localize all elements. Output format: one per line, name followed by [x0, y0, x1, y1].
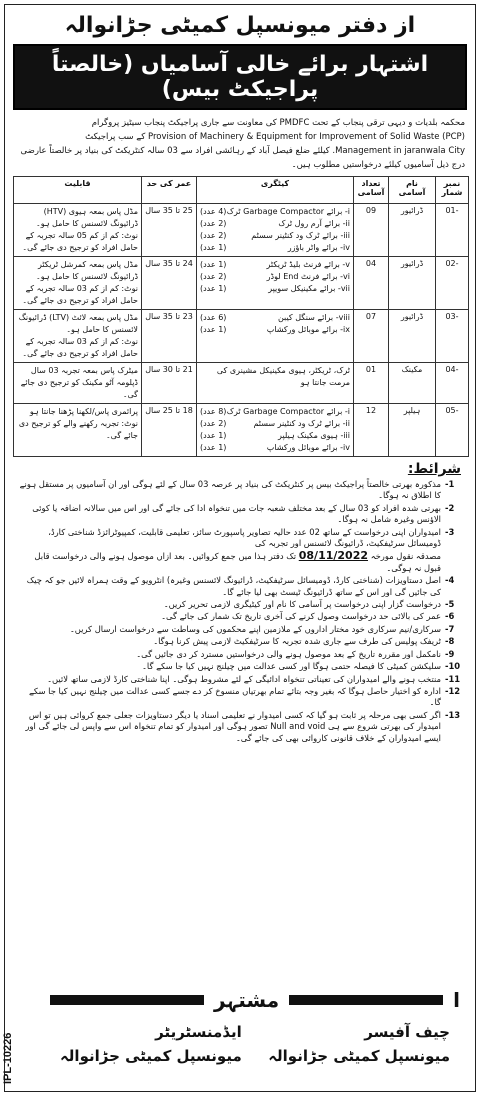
vacancies-table	[13, 176, 469, 457]
signatory-administrator	[60, 1020, 242, 1068]
cell-post: ڈرائیور	[389, 257, 436, 310]
condition-text	[15, 674, 441, 685]
condition-text-main: سلیکشن کمیٹی کا فیصلہ حتمی ہوگا اور کسی عدالت میں چیلنج نہیں کیا جا سکے گا۔	[142, 661, 441, 672]
condition-text-main: مصدقہ نقول مورخہ	[370, 551, 441, 562]
category-text: vi- برائے فرنٹ End لوڈر	[266, 272, 350, 281]
qualification-line: نوٹ: کم از کم 05 سالہ تجربہ کے حامل افراد کو ترجیح دی جائے گی۔	[22, 231, 138, 252]
cell-age: 23 تا 35 سال	[142, 310, 197, 363]
condition-text-main: مذکورہ بھرتی خالصتاً پراجیکٹ بیس پر کنٹریکٹ کی بنیاد پر عرصہ 03 سال کے لئے ہوگی اور ان آسامیوں پر مستقل ہونے کا اطلاق نہ ہوگا۔	[19, 479, 441, 501]
cell-category	[197, 204, 354, 257]
cell-category	[197, 404, 354, 457]
condition-item	[15, 479, 465, 502]
condition-text	[15, 599, 441, 610]
condition-number: -12	[445, 685, 461, 696]
category-count: (8 عدد)	[200, 407, 227, 416]
header-qualification: قابلیت	[14, 177, 142, 204]
table-row	[14, 257, 469, 310]
condition-item	[15, 611, 465, 622]
cell-post: ڈرائیور	[389, 310, 436, 363]
cell-qualification	[14, 310, 142, 363]
category-text: vii- برائے مکینیکل سویپر	[268, 284, 350, 293]
cell-age: 24 تا 35 سال	[142, 257, 197, 310]
signatory-right-org: میونسپل کمیٹی جڑانوالہ	[268, 1047, 450, 1065]
category-text: i- برائے Garbage Compactor ٹرک	[226, 407, 350, 416]
condition-number: -7	[445, 623, 455, 634]
category-text: ii- برائے ٹرک ود کنٹینر سسٹم	[253, 419, 350, 428]
category-line	[200, 242, 350, 254]
intro-text	[15, 116, 465, 172]
category-count: (1 عدد)	[200, 243, 227, 252]
condition-number: -11	[445, 673, 461, 684]
signatory-left-org: میونسپل کمیٹی جڑانوالہ	[60, 1047, 242, 1065]
category-text: ii- برائے آرم رول ٹرک	[278, 219, 350, 228]
category-line	[200, 365, 350, 389]
advertiser-bar	[289, 995, 443, 1005]
cell-qualification	[14, 363, 142, 404]
condition-text	[15, 479, 441, 502]
condition-item	[15, 527, 465, 550]
condition-item	[15, 503, 465, 526]
condition-number: -10	[445, 661, 461, 672]
condition-text-main: ادارہ کو اختیار حاصل ہوگا کہ بغیر وجہ بتائے تمام بھرتیاں منسوخ کر دے جسے کسی عدالت میں چیلنج نہیں کیا جا سکے گا۔	[28, 685, 441, 708]
category-text: i- برائے Garbage Compactor ٹرک	[226, 207, 350, 216]
ipl-code: IPL-10226	[2, 1032, 14, 1084]
header-category: کیٹگری	[197, 177, 354, 204]
condition-text	[15, 649, 441, 660]
condition-text-main: منتخب ہونے والے امیدواران کی تعیناتی تنخواہ ادائیگی کے لئے مشروط ہوگی۔ اپنا شناختی کارڈ لازمی ساتھ لائیں۔	[47, 673, 441, 684]
cell-sr: -03	[436, 310, 469, 363]
qualification-line: میٹرک پاس بمعہ تجربہ 03 سال	[30, 366, 138, 375]
condition-number: -3	[445, 526, 455, 537]
cell-post: ڈرائیور	[389, 204, 436, 257]
table-row	[14, 204, 469, 257]
category-line	[200, 206, 350, 218]
signatory-left-title: ایڈمنسٹریٹر	[155, 1023, 242, 1041]
qualification-line: مڈل پاس بمعہ لائٹ (LTV) ڈرائیونگ لائسنس کا حامل ہو۔	[18, 313, 138, 334]
cell-sr: -05	[436, 404, 469, 457]
category-count: (2 عدد)	[200, 219, 227, 228]
job-banner: اشتہار برائے خالی آسامیاں (خالصتاً پراجیکٹ بیس)	[13, 44, 467, 110]
condition-item	[15, 624, 465, 635]
cell-sr: -02	[436, 257, 469, 310]
cell-post: مکینک	[389, 363, 436, 404]
condition-text	[15, 550, 441, 574]
category-line	[200, 271, 350, 283]
category-text: viii- برائے سنگل کیبن	[277, 313, 350, 322]
cell-age: 25 تا 35 سال	[142, 204, 197, 257]
condition-number: -2	[445, 502, 455, 513]
table-body	[14, 204, 469, 457]
condition-item	[15, 575, 465, 598]
cell-category	[197, 257, 354, 310]
signatory-chief-officer	[268, 1020, 450, 1068]
condition-text	[15, 527, 441, 550]
condition-number: -13	[445, 709, 461, 720]
category-line	[200, 259, 350, 271]
office-title: از دفتر میونسپل کمیٹی جڑانوالہ	[64, 13, 416, 38]
cell-category	[197, 310, 354, 363]
category-line	[200, 312, 350, 324]
category-text: iv- برائے واٹر باؤزر	[287, 243, 350, 252]
category-line	[200, 418, 350, 430]
cell-sr: -04	[436, 363, 469, 404]
category-text: ix- برائے موبائل ورکشاپ	[266, 325, 350, 334]
cell-qualification	[14, 257, 142, 310]
condition-item	[15, 661, 465, 672]
condition-number	[445, 550, 465, 574]
condition-number: -6	[445, 611, 455, 622]
cell-qualification	[14, 204, 142, 257]
intro-line-2: Provision of Machinery & Equipment for Improvement of Solid Waste (PCP) کے سب پراجیکٹ	[85, 132, 465, 142]
qualification-line: پرائمری پاس/لکھنا پڑھنا جانتا ہو	[29, 407, 138, 416]
condition-item	[15, 599, 465, 610]
cell-count: 04	[354, 257, 389, 310]
condition-text-main: اگر کسی بھی مرحلہ پر ثابت ہو گیا کہ کسی امیدوار نے تعلیمی اسناد یا دیگر دستاویزات جعلی جمع کروائی ہیں تو اس امیدوار کی بھرتی شروع سے ہی Null and void تصور ہوگی اور امیدوار کو تمام تنخواہ اس سے واپس لی جائے گی اور ایسے امیدواران کے خلاف قانونی کاروائی بھی کی جائے گی۔	[25, 709, 441, 743]
qualification-line: نوٹ: کم از کم 03 سالہ تجربہ کے حامل افراد کو ترجیح دی جائے گی۔	[22, 284, 138, 305]
cell-post: ہیلپر	[389, 404, 436, 457]
condition-text-main: درخواست گزار اپنی درخواست پر آسامی کا نام اور کیٹیگری لازمی تحریر کریں۔	[163, 599, 441, 610]
condition-text-main: نامکمل اور مقررہ تاریخ کے بعد موصول ہونے والی درخواستیں مسترد کر دی جائیں گی۔	[136, 648, 441, 659]
category-count: (1 عدد)	[200, 260, 227, 269]
category-count: (1 عدد)	[200, 325, 227, 334]
condition-text	[15, 624, 441, 635]
header-post: نام آسامی	[389, 177, 436, 204]
category-count: (2 عدد)	[200, 419, 227, 428]
condition-item	[15, 550, 465, 574]
advertiser-strip	[40, 988, 460, 1012]
advertiser-bar-2	[50, 995, 204, 1005]
cell-count: 09	[354, 204, 389, 257]
cell-category	[197, 363, 354, 404]
condition-text	[15, 661, 441, 672]
conditions-list	[15, 479, 465, 744]
category-count: (6 عدد)	[200, 313, 227, 322]
signatory-right-title: چیف آفیسر	[364, 1023, 450, 1041]
table-row	[14, 363, 469, 404]
table-row	[14, 404, 469, 457]
category-count: (2 عدد)	[200, 272, 227, 281]
condition-text-main: بھرتی شدہ افراد کو 03 سال کے بعد مختلف شعبہ جات میں تنخواہ ادا کی جائے گی اور اس میں سالانہ اضافہ یا کوئی الاؤنس وغیرہ شامل نہ ہوگا۔	[32, 502, 441, 525]
category-line	[200, 324, 350, 336]
cell-count: 12	[354, 404, 389, 457]
header-count: تعداد آسامی	[354, 177, 389, 204]
qualification-line: مڈل پاس بمعہ ہیوی (HTV) ڈرائیونگ لائسنس کا حامل ہو۔	[36, 207, 138, 228]
intro-line-3: Management in jaranwala City. کیلئے ضلع فیصل آباد کے رہائشی افراد سے 03 سالہ کنٹریکٹ کی بنیاد پر خالصتاً عارضی درج ذیل آسامیوں کیلئے درخواستیں مطلوب ہیں۔	[20, 146, 465, 170]
condition-text-main: ٹریفک پولیس کی طرف سے جاری شدہ تجربہ کا سرٹیفکیٹ لازمی پیش کرنا ہوگا۔	[153, 636, 441, 647]
qualification-line: مڈل پاس بمعہ کمرشل ٹریکٹر ڈرائیونگ لائسنس کا حامل ہو۔	[36, 260, 138, 281]
condition-text	[15, 710, 441, 744]
condition-number: -8	[445, 636, 455, 647]
advertisement-page	[4, 4, 476, 1092]
deadline-date: 08/11/2022	[298, 549, 369, 563]
category-text: iii- ہیوی مکینک ہیلپر	[278, 431, 350, 440]
header-age: عمر کی حد	[142, 177, 197, 204]
condition-text-after: تک دفتر ہذا میں جمع کروائیں۔ بعد ازاں موصول ہونے والی درخواست قابل قبول نہ ہوگی۔	[34, 551, 441, 573]
condition-number: -1	[445, 479, 455, 489]
condition-item	[15, 686, 465, 709]
condition-text	[15, 611, 441, 622]
condition-item	[15, 710, 465, 744]
condition-item	[15, 674, 465, 685]
advertiser-label: مشتہر	[214, 988, 280, 1012]
qualification-line: نوٹ: کم از کم 03 سالہ تجربہ کے حامل افراد کو ترجیح دی جائے گی۔	[22, 337, 138, 358]
category-line	[200, 442, 350, 454]
cell-sr: -01	[436, 204, 469, 257]
category-line	[200, 230, 350, 242]
header-sr: نمبر شمار	[436, 177, 469, 204]
condition-text-main: امیدواران اپنی درخواست کے ساتھ 02 عدد حالیہ تصاویر پاسپورٹ سائز، تعلیمی قابلیت، کمپیوٹرائزڈ شناختی کارڈ، ڈومیسائل سرٹیفکیٹ، ڈرائیونگ لائسنس اور تجربہ کی	[48, 526, 441, 549]
category-count: (4 عدد)	[200, 207, 227, 216]
category-line	[200, 283, 350, 295]
cell-age: 18 تا 25 سال	[142, 404, 197, 457]
category-text: iv- برائے موبائل ورکشاپ	[266, 443, 350, 452]
condition-number: -4	[445, 575, 455, 586]
condition-number: -5	[445, 599, 455, 610]
advertiser-alif: ا	[453, 988, 460, 1012]
cell-count: 07	[354, 310, 389, 363]
category-count: (1 عدد)	[200, 431, 227, 440]
condition-text	[15, 636, 441, 647]
table-header-row	[14, 177, 469, 204]
condition-text-main: سرکاری/نیم سرکاری خود مختار اداروں کے ملازمین اپنے محکموں کی وساطت سے درخواست ارسال کریں۔	[69, 623, 441, 634]
condition-text	[15, 575, 441, 598]
category-count: (1 عدد)	[200, 443, 227, 452]
cell-qualification	[14, 404, 142, 457]
condition-text-main: اصل دستاویزات (شناختی کارڈ، ڈومیسائل سرٹیفکیٹ، ڈرائیونگ لائسنس وغیرہ) انٹرویو کے وقت ہمراہ لائیں جو کہ چیک کی جائیں گی اور اس کے ساتھ ڈرائیونگ ٹیسٹ بھی لیا جائے گا۔	[26, 575, 441, 597]
cell-count: 01	[354, 363, 389, 404]
category-line	[200, 218, 350, 230]
table-row	[14, 310, 469, 363]
condition-text-main: عمر کی بالائی حد درخواست وصول کرنے کی آخری تاریخ تک شمار کی جائے گی۔	[161, 611, 441, 622]
category-line	[200, 430, 350, 442]
category-text: iii- برائے ٹرک ود کنٹینر سسٹم	[251, 231, 350, 240]
cell-age: 21 تا 30 سال	[142, 363, 197, 404]
condition-text	[15, 686, 441, 709]
conditions-title: شرائط:	[407, 461, 461, 477]
category-line	[200, 406, 350, 418]
category-count: (2 عدد)	[200, 231, 227, 240]
category-text: ٹرک، ٹریکٹر، ہیوی مکینیکل مشینری کی مرمت جانتا ہو	[216, 366, 350, 387]
intro-line-1: محکمہ بلدیات و دیہی ترقی پنجاب کے تحت PMDFC کی معاونت سے جاری پراجیکٹ پنجاب سیٹیز پروگرام	[91, 118, 465, 128]
qualification-line: نوٹ: تجربہ رکھنے والے کو ترجیح دی جائے گی۔	[18, 419, 138, 440]
category-count: (1 عدد)	[200, 284, 227, 293]
qualification-line: ڈپلومہ آٹو مکینک کو ترجیح دی جائے گی۔	[20, 378, 138, 399]
condition-number: -9	[445, 648, 455, 659]
condition-item	[15, 649, 465, 660]
category-text: v- برائے فرنٹ بلیڈ ٹریکٹر	[266, 260, 350, 269]
condition-item	[15, 636, 465, 647]
condition-text	[15, 503, 441, 526]
